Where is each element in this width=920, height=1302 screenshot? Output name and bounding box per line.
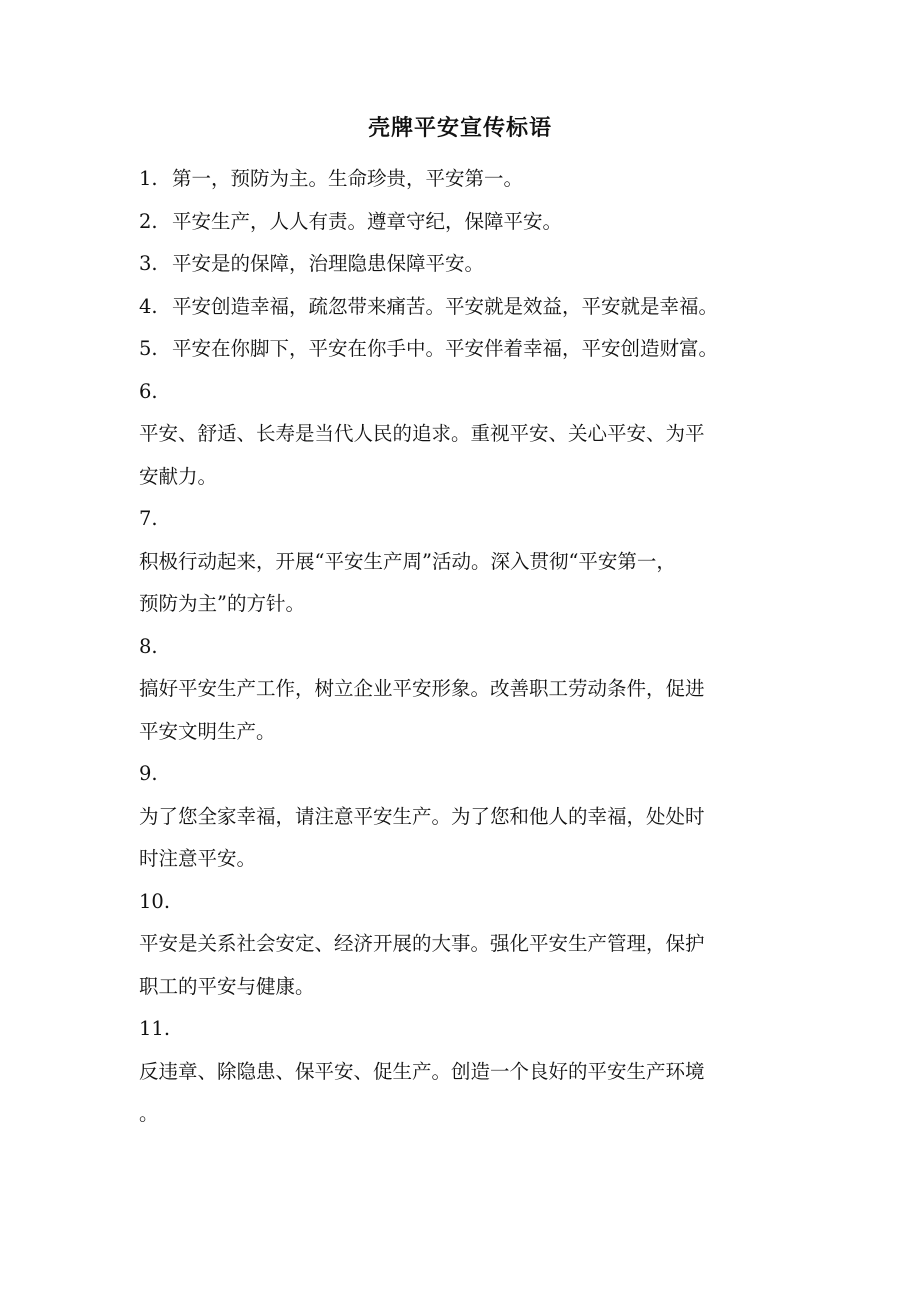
item-number: 3. — [139, 252, 158, 275]
item-text-line: 平安、舒适、长寿是当代人民的追求。重视平安、关心平安、为平 — [139, 422, 705, 445]
item-text-line: 搞好平安生产工作，树立企业平安形象。改善职工劳动条件，促进 — [139, 677, 705, 700]
list-item — [139, 881, 779, 1009]
item-text-line: 积极行动起来，开展“平安生产周”活动。深入贯彻“平安第一， — [139, 549, 676, 573]
list-item — [139, 371, 779, 499]
item-number: 10. — [139, 889, 171, 913]
list-item — [139, 498, 779, 626]
item-text: 平安生产，人人有责。遵章守纪，保障平安。 — [172, 209, 563, 233]
item-text: 平安是的保障，治理隐患保障平安。 — [172, 252, 485, 275]
item-text-line: 平安是关系社会安定、经济开展的大事。强化平安生产管理，保护 — [139, 932, 705, 955]
item-number: 11. — [139, 1017, 171, 1040]
item-number: 6. — [139, 379, 158, 403]
item-number: 2. — [139, 209, 158, 233]
item-text: 平安在你脚下，平安在你手中。平安伴着幸福，平安创造财富。 — [172, 337, 719, 360]
item-text-line: 预防为主”的方针。 — [139, 592, 305, 615]
slogan-list — [139, 158, 779, 1136]
list-item — [139, 1008, 779, 1136]
document-title: 壳牌平安宣传标语 — [367, 115, 552, 141]
item-text-line: 。 — [139, 1102, 159, 1125]
list-item — [139, 286, 779, 329]
list-item — [139, 243, 779, 286]
item-text-line: 平安文明生产。 — [139, 719, 276, 743]
item-text-line: 反违章、除隐患、保平安、促生产。创造一个良好的平安生产环境 — [139, 1059, 705, 1083]
list-item — [139, 158, 779, 201]
item-number: 9. — [139, 762, 158, 785]
item-number: 1. — [139, 167, 158, 190]
item-text-line: 职工的平安与健康。 — [139, 974, 315, 998]
item-text: 平安创造幸福，疏忽带来痛苦。平安就是效益，平安就是幸福。 — [172, 294, 719, 318]
item-number: 4. — [139, 294, 158, 318]
item-text-line: 时注意平安。 — [139, 847, 257, 870]
item-text-line: 为了您全家幸福，请注意平安生产。为了您和他人的幸福，处处时 — [139, 804, 705, 828]
list-item — [139, 753, 779, 881]
item-number: 5. — [139, 337, 158, 360]
item-text: 第一，预防为主。生命珍贵，平安第一。 — [172, 167, 524, 190]
list-item — [139, 626, 779, 754]
item-number: 7. — [139, 507, 158, 530]
item-number: 8. — [139, 634, 158, 658]
list-item — [139, 201, 779, 244]
item-text-line: 安献力。 — [139, 464, 218, 488]
list-item — [139, 328, 779, 371]
